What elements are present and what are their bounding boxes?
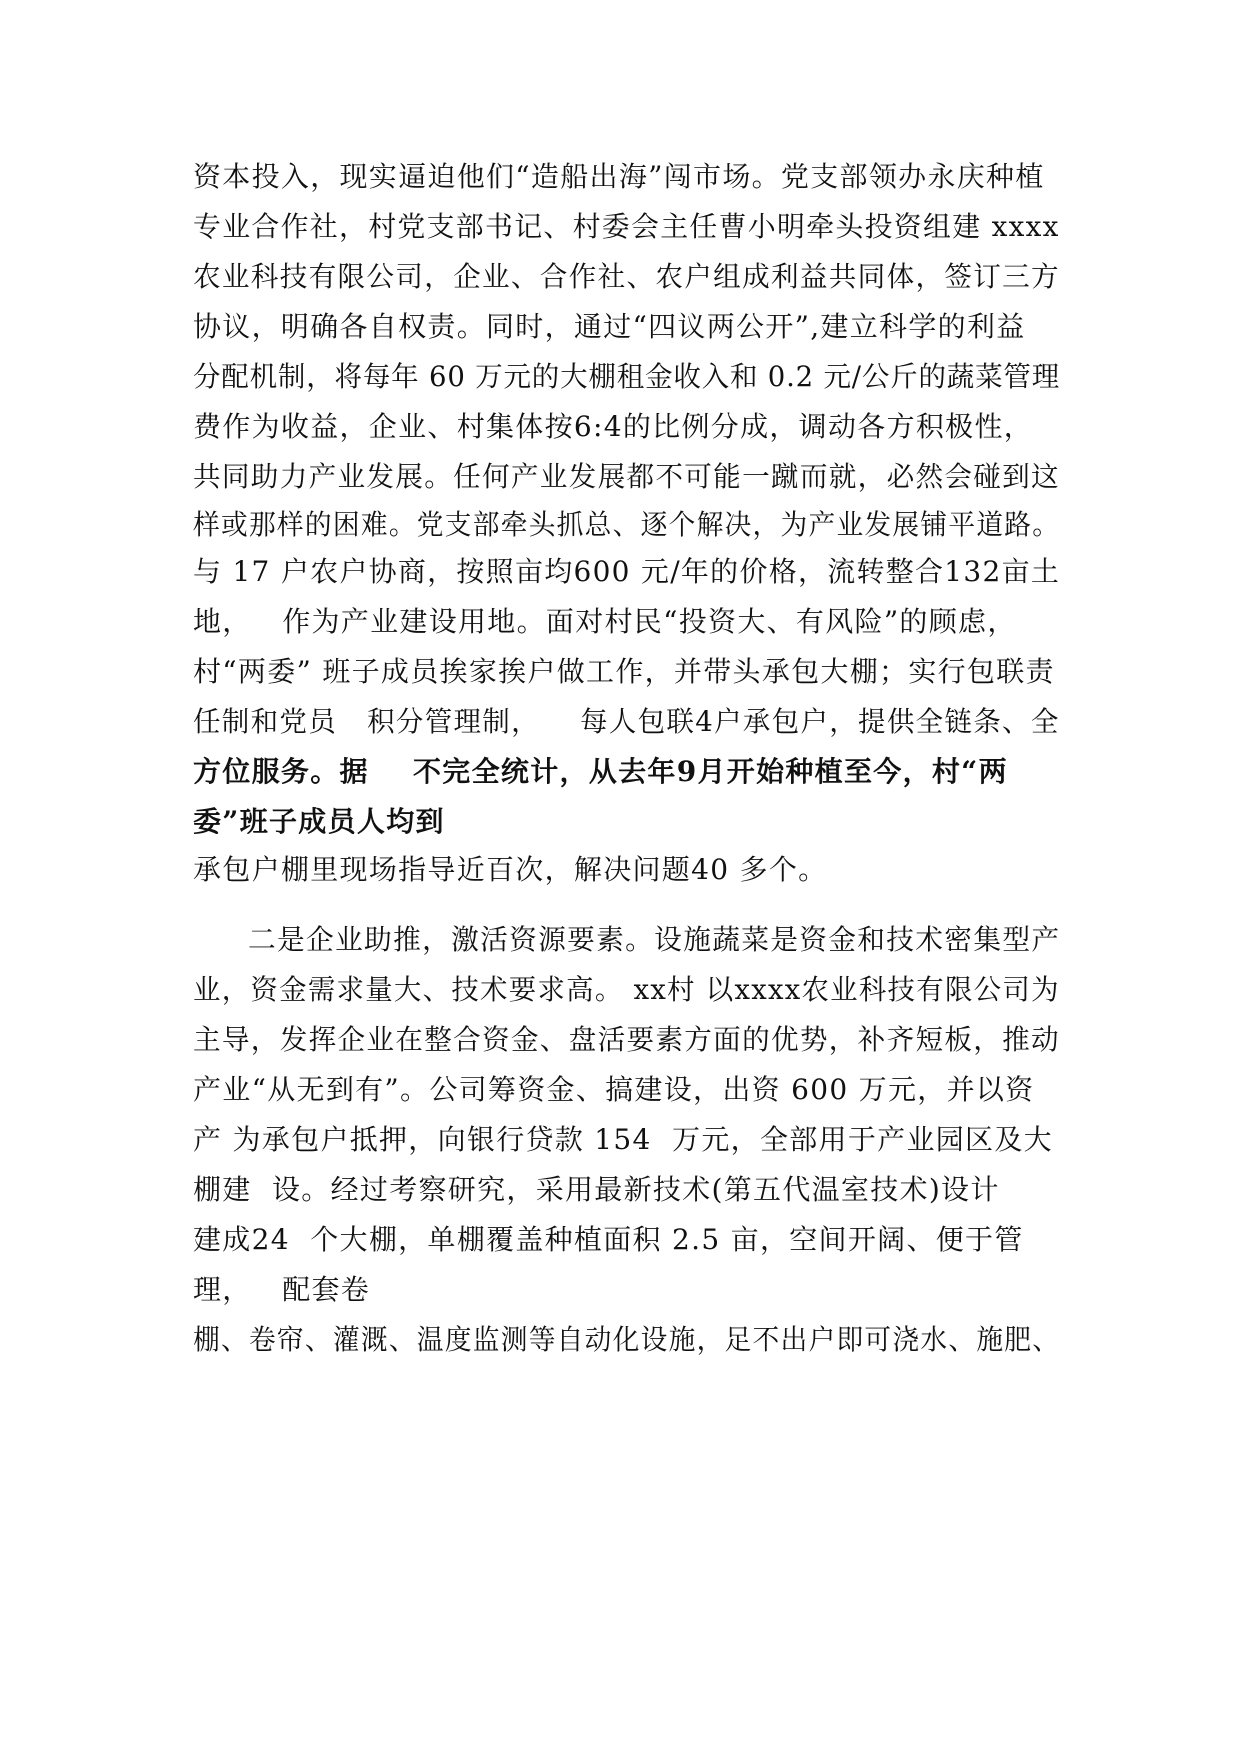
body-line: 费作为收益，企业、村集体按6:4的比例分成，调动各方积极性，: [193, 410, 1034, 443]
body-line: 村“两委” 班子成员挨家挨户做工作，并带头承包大棚；实行包联责: [193, 655, 1055, 688]
body-line: 承包户棚里现场指导近百次，解决问题40 多个。: [193, 853, 828, 886]
body-line: 样或那样的困难。党支部牵头抓总、逐个解决，为产业发展铺平道路。: [193, 508, 1061, 541]
body-line: 主导，发挥企业在整合资金、盘活要素方面的优势，补齐短板，推动: [193, 1023, 1060, 1056]
body-line: 建成24 个大棚，单棚覆盖种植面积 2.5 亩，空间开阔、便于管: [193, 1223, 1024, 1256]
body-line: 地， 作为产业建设用地。面对村民“投资大、有风险”的顾虑，: [193, 605, 1017, 638]
body-line: 棚建 设。经过考察研究，采用最新技术(第五代温室技术)设计: [193, 1173, 1000, 1206]
body-line: 专业合作社，村党支部书记、村委会主任曹小明牵头投资组建 xxxx: [193, 210, 1060, 243]
body-line: 产业“从无到有”。公司筹资金、搞建设，出资 600 万元，并以资: [193, 1073, 1035, 1106]
body-line: 棚、卷帘、灌溉、温度监测等自动化设施，足不出户即可浇水、施肥、: [193, 1323, 1061, 1356]
body-line: 共同助力产业发展。任何产业发展都不可能一蹴而就，必然会碰到这: [193, 460, 1060, 493]
body-line: 资本投入，现实逼迫他们“造船出海”闯市场。党支部领办永庆种植: [193, 160, 1045, 193]
body-line: 产 为承包户抵押，向银行贷款 154 万元，全部用于产业园区及大: [193, 1123, 1053, 1156]
body-line: 业，资金需求量大、技术要求高。 xx村 以xxxx农业科技有限公司为: [193, 973, 1060, 1006]
body-line: 与 17 户农户协商，按照亩均600 元/年的价格，流转整合132亩土: [193, 555, 1061, 588]
body-line: 理， 配套卷: [193, 1273, 371, 1306]
paragraph-first-line: 二是企业助推，激活资源要素。设施蔬菜是资金和技术密集型产: [248, 923, 1061, 956]
body-line-bold: 委”班子成员人均到: [193, 805, 445, 838]
body-line-bold: 方位服务。据 不完全统计，从去年9月开始种植至今，村“两: [193, 755, 1008, 788]
body-line: 协议，明确各自权责。同时，通过“四议两公开”,建立科学的利益: [193, 310, 1026, 343]
body-line: 分配机制，将每年 60 万元的大棚租金收入和 0.2 元/公斤的蔬菜管理: [193, 360, 1061, 393]
body-line: 任制和党员 积分管理制， 每人包联4户承包户，提供全链条、全: [193, 705, 1060, 738]
body-line: 农业科技有限公司，企业、合作社、农户组成利益共同体，签订三方: [193, 260, 1060, 293]
